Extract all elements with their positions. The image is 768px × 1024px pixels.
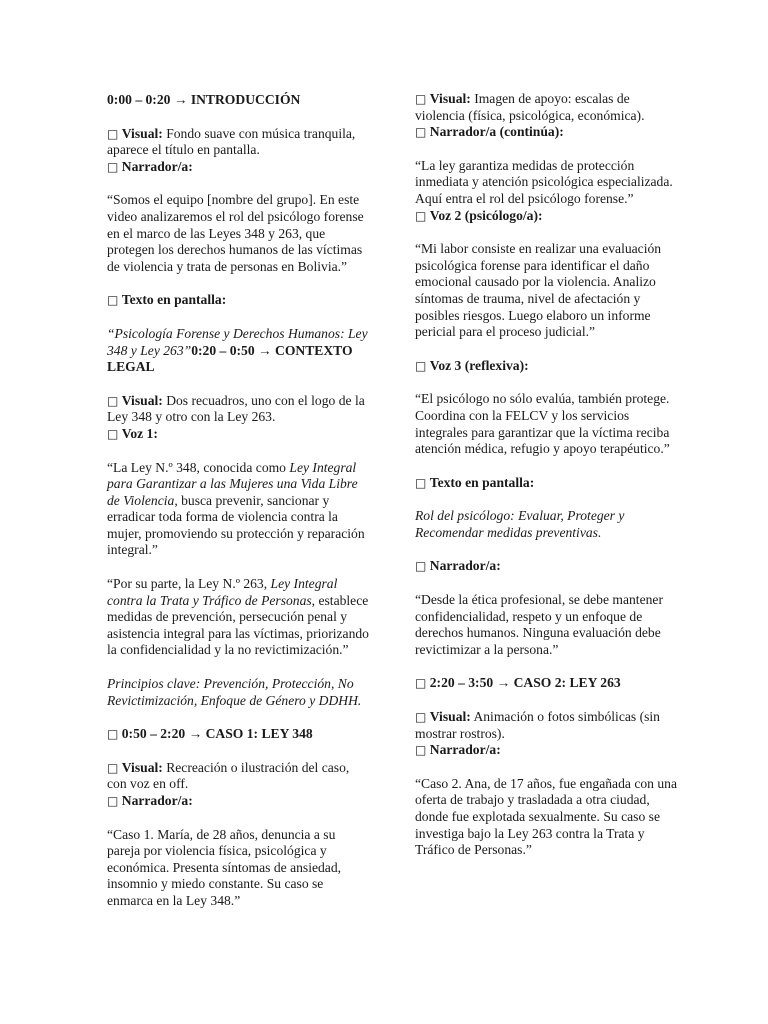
- narrator-label: □ Narrador/a:: [107, 158, 193, 174]
- section-heading-case1: □ 0:50 – 2:20 → CASO 1: LEY 348: [107, 726, 313, 742]
- placeholder-icon: □: [415, 743, 427, 758]
- visual-line: □ Visual: Recreación o ilustración del caso, con voz en off.: [107, 759, 350, 792]
- visual-line: □ Visual: Dos recuadros, uno con el logo de la Ley 348 y otro con la Ley 263.: [107, 392, 365, 425]
- voice-label: □ Voz 2 (psicólogo/a):: [415, 207, 543, 223]
- screen-text-body: Rol del psicólogo: Evaluar, Proteger y Recomendar medidas preventivas.: [415, 508, 625, 540]
- placeholder-icon: □: [107, 426, 119, 441]
- voice-label: □ Voz 3 (reflexiva):: [415, 357, 529, 373]
- placeholder-icon: □: [415, 676, 427, 691]
- narration-quote: “Por su parte, la Ley N.º 263, Ley Integral contra la Trata y Tráfico de Personas, establece medidas de prevención, persecución penal y asistencia integral para las víctimas, priorizando la confidencialidad y la no revictimización.”: [107, 576, 369, 658]
- left-column: [107, 91, 371, 927]
- screen-text-label: □ Texto en pantalla:: [107, 292, 227, 308]
- placeholder-icon: □: [107, 760, 119, 775]
- placeholder-icon: □: [415, 710, 427, 725]
- section-heading-intro: 0:00 – 0:20 → INTRODUCCIÓN: [107, 92, 301, 107]
- narration-quote: “El psicólogo no sólo evalúa, también protege. Coordina con la FELCV y los servicios integrales para garantizar que la víctima reciba atención médica, refugio y apoyo terapéutico.”: [415, 391, 670, 457]
- key-principles: Principios clave: Prevención, Protección, No Revictimización, Enfoque de Género y DDHH.: [107, 676, 362, 708]
- placeholder-icon: □: [107, 159, 119, 174]
- placeholder-icon: □: [107, 293, 119, 308]
- screen-text-label: □ Texto en pantalla:: [415, 474, 535, 490]
- visual-line: □ Visual: Imagen de apoyo: escalas de violencia (física, psicológica, económica).: [415, 91, 645, 123]
- section-heading-legal: 0:20 – 0:50 → CONTEXTO LEGAL: [107, 342, 353, 375]
- narration-quote: “La Ley N.º 348, conocida como Ley Integral para Garantizar a las Mujeres una Vida Libre de Violencia, busca prevenir, sancionar y erradicar toda forma de violencia contra la mujer, promoviendo su protección y reparación integral.”: [107, 459, 365, 558]
- section-heading-case2: □ 2:20 – 3:50 → CASO 2: LEY 263: [415, 675, 621, 691]
- visual-line: □ Visual: Animación o fotos simbólicas (sin mostrar rostros).: [415, 709, 660, 741]
- narration-quote: “Caso 1. María, de 28 años, denuncia a su pareja por violencia física, psicológica y económica. Presenta síntomas de ansiedad, insomnio y miedo constante. Su caso se enmarca en la Ley 348.”: [107, 826, 342, 908]
- right-column: [415, 91, 679, 876]
- placeholder-icon: □: [415, 92, 427, 106]
- narration-quote: “La ley garantiza medidas de protección inmediata y atención psicológica especializada. Aquí entra el rol del psicólogo forense.”: [415, 157, 673, 206]
- narrator-label: □ Narrador/a (continúa):: [415, 124, 564, 140]
- placeholder-icon: □: [107, 126, 119, 141]
- narrator-label: □ Narrador/a:: [415, 558, 501, 574]
- placeholder-icon: □: [415, 358, 427, 373]
- screen-text-title: “Psicología Forense y Derechos Humanos: Ley 348 y Ley 263”0:20 – 0:50 → CONTEXTO LEGAL: [107, 325, 368, 375]
- narrator-label: □ Narrador/a:: [415, 742, 501, 758]
- voice-label: □ Voz 1:: [107, 425, 158, 441]
- narration-quote: “Caso 2. Ana, de 17 años, fue engañada con una oferta de trabajo y trasladada a otra ciudad, donde fue explotada sexualmente. Su caso se investiga bajo la Ley 263 contra la Trata y Tráfico de Personas.”: [415, 775, 677, 858]
- placeholder-icon: □: [107, 727, 119, 742]
- placeholder-icon: □: [415, 475, 427, 490]
- placeholder-icon: □: [415, 208, 427, 223]
- visual-line: □ Visual: Fondo suave con música tranquila, aparece el título en pantalla.: [107, 125, 356, 158]
- narration-quote: “Somos el equipo [nombre del grupo]. En este video analizaremos el rol del psicólogo forense en el marco de las Leyes 348 y 263, que protegen los derechos humanos de las víctimas de violencia y trata de personas en Bolivia.”: [107, 192, 364, 274]
- narrator-label: □ Narrador/a:: [107, 793, 193, 808]
- narration-quote: “Mi labor consiste en realizar una evaluación psicológica forense para identificar el daño emocional causado por la violencia. Analizo síntomas de trauma, nivel de afectación y posibles riesgos. Luego elaboro un informe pericial para el proceso judicial.”: [415, 241, 662, 340]
- placeholder-icon: □: [415, 125, 427, 140]
- placeholder-icon: □: [107, 794, 119, 808]
- placeholder-icon: □: [415, 559, 427, 574]
- narration-quote: “Desde la ética profesional, se debe mantener confidencialidad, respeto y un enfoque de derechos humanos. Ninguna evaluación debe revictimizar a la persona.”: [415, 592, 663, 657]
- placeholder-icon: □: [107, 393, 119, 408]
